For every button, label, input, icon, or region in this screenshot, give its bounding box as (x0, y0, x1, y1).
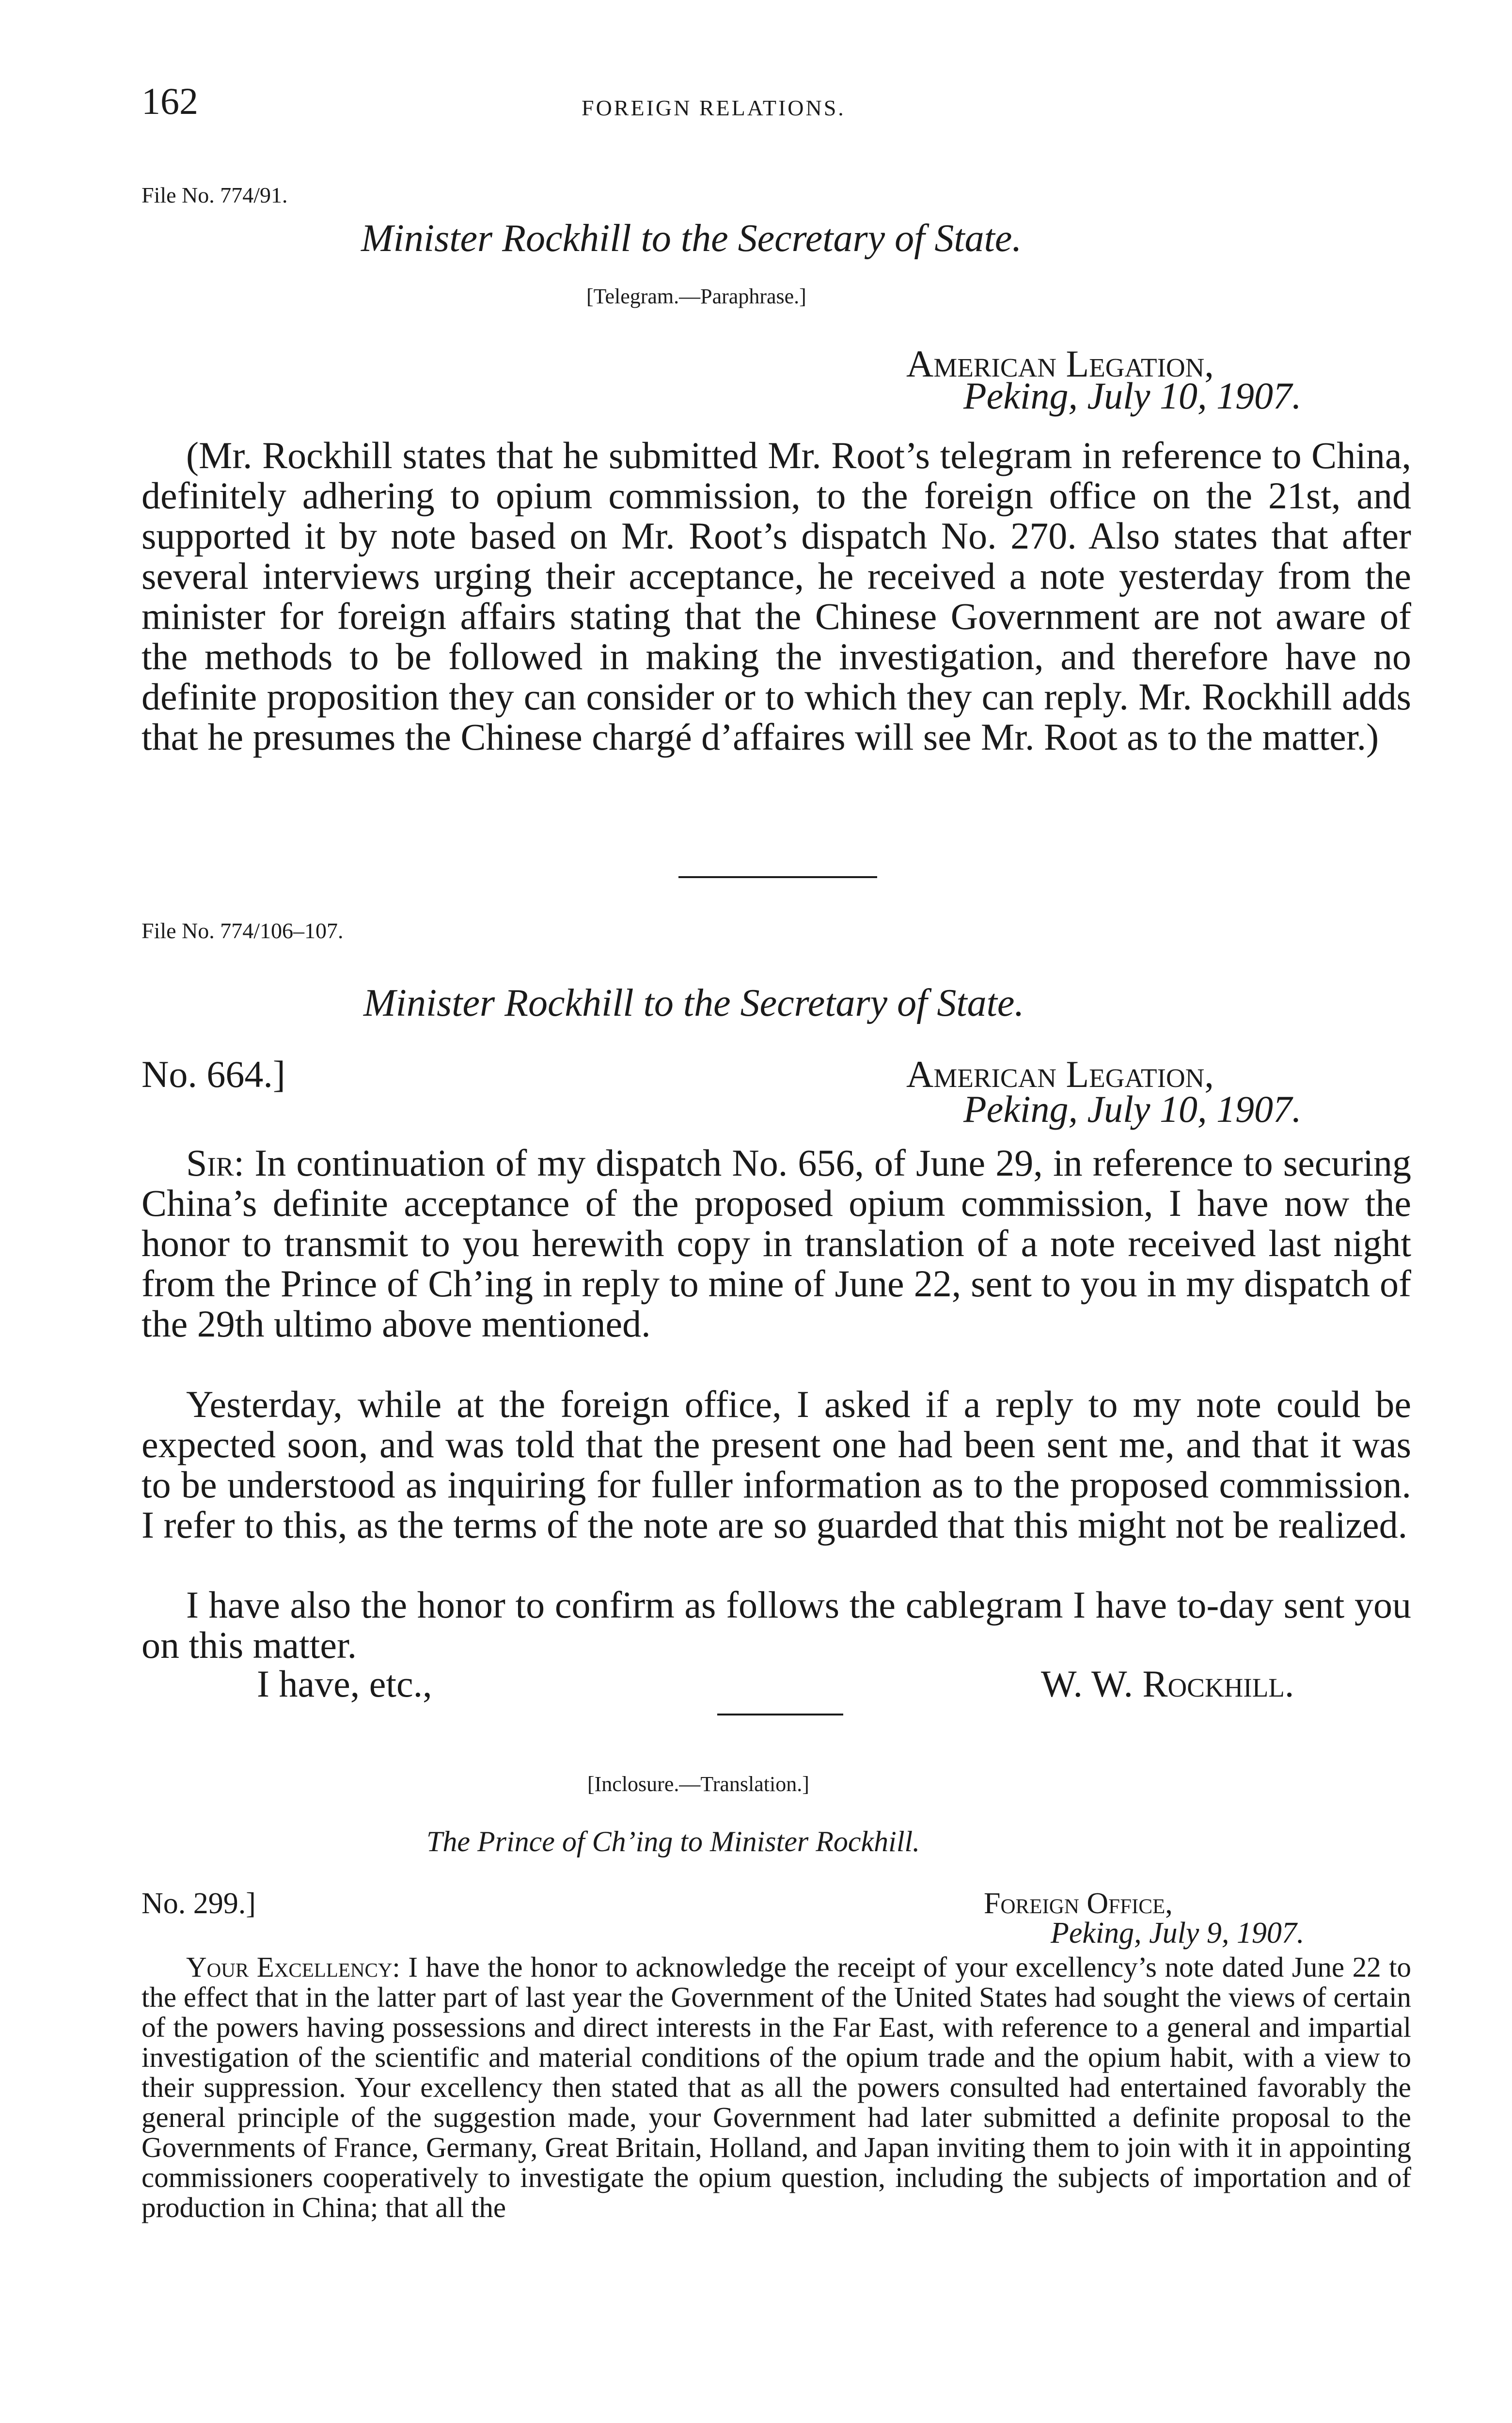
doc2-paragraph-2: Yesterday, while at the foreign office, I asked if a reply to my note could be expected soon, and was told that the present one had been sent me, and that it was to be understood as inquiring for fuller information as to the proposed commission. I refer to this, as the terms of the note are so guarded that this might not be realized. (142, 1383, 1411, 1546)
doc2-heading: Minister Rockhill to the Secretary of State. (363, 982, 1024, 1024)
doc2-dispatch-number: No. 664.] (142, 1053, 285, 1095)
doc2-place-date: Peking, July 10, 1907. (963, 1088, 1302, 1130)
doc2-closing: I have, etc., (257, 1663, 432, 1705)
file-number-2: File No. 774/106–107. (142, 918, 344, 943)
page-number: 162 (142, 80, 198, 122)
doc3-body-text: I have the honor to acknowledge the receipt of your excellency’s note dated June 22 to the effect that in the latter part of last year the Government of the United States had sought the views of certain of the powers having possessions and direct interests in the Far East, with reference to a general and impartial investigation of the scientific and material conditions of the opium trade and the opium habit, with a view to their suppression. Your excellency then stated that as all the powers consulted had entertained favorably the general principle of the suggestion made, your Government had later submitted a definite proposal to the Governments of France, Germany, Great Britain, Holland, and Japan inviting them to join with it in appointing commissioners cooperatively to investigate the opium question, including the subjects of importation and of production in China; that all the (142, 1951, 1411, 2223)
doc3-note-number: No. 299.] (142, 1887, 256, 1920)
doc3-salutation: Your Excellency: (186, 1951, 400, 1983)
section-divider-1 (678, 876, 877, 878)
doc2-paragraph-1 (142, 1143, 1411, 1344)
doc3-body (142, 1952, 1411, 2222)
doc2-legation: American Legation, (906, 1053, 1214, 1095)
doc3-heading: The Prince of Ch’ing to Minister Rockhill. (426, 1825, 920, 1857)
doc1-body: (Mr. Rockhill states that he submitted Mr. Root’s telegram in reference to China, definitely adhering to opium commission, to the foreign office on the 21st, and supported it by note based on Mr. Root’s dispatch No. 270. Also states that after several interviews urging their acceptance, he received a note yesterday from the minister for foreign affairs stating that the Chinese Government are not aware of the methods to be followed in making the investigation, and therefore have no definite proposition they can consider or to which they can reply. Mr. Rockhill adds that he presumes the Chinese chargé d’affaires will see Mr. Root as to the matter.) (142, 434, 1411, 758)
file-number-1: File No. 774/91. (142, 183, 288, 207)
doc2-signature: W. W. Rockhill. (1041, 1663, 1294, 1705)
doc2-paragraph-3: I have also the honor to confirm as follows the cablegram I have to-day sent you on this matter. (142, 1584, 1411, 1666)
doc3-place-date: Peking, July 9, 1907. (1051, 1917, 1305, 1950)
doc3-foreign-office: Foreign Office, (984, 1887, 1173, 1920)
doc3-inclosure-note: [Inclosure.—Translation.] (587, 1772, 809, 1796)
doc2-paragraph-1-text: In continuation of my dispatch No. 656, of June 29, in reference to securing China’s definite acceptance of the proposed opium commission, I have now the honor to transmit to you herewith copy in translation of a note received last night from the Prince of Ch’ing in reply to mine of June 22, sent to you in my dispatch of the 29th ultimo above mentioned. (142, 1142, 1411, 1345)
closing-rule (717, 1714, 843, 1715)
doc1-heading: Minister Rockhill to the Secretary of State. (361, 217, 1022, 260)
running-title: FOREIGN RELATIONS. (582, 95, 846, 120)
doc2-salutation: Sir: (186, 1142, 245, 1184)
doc1-telegram-note: [Telegram.—Paraphrase.] (586, 284, 806, 308)
doc1-legation: American Legation, (906, 343, 1214, 385)
doc1-place-date: Peking, July 10, 1907. (963, 375, 1302, 417)
